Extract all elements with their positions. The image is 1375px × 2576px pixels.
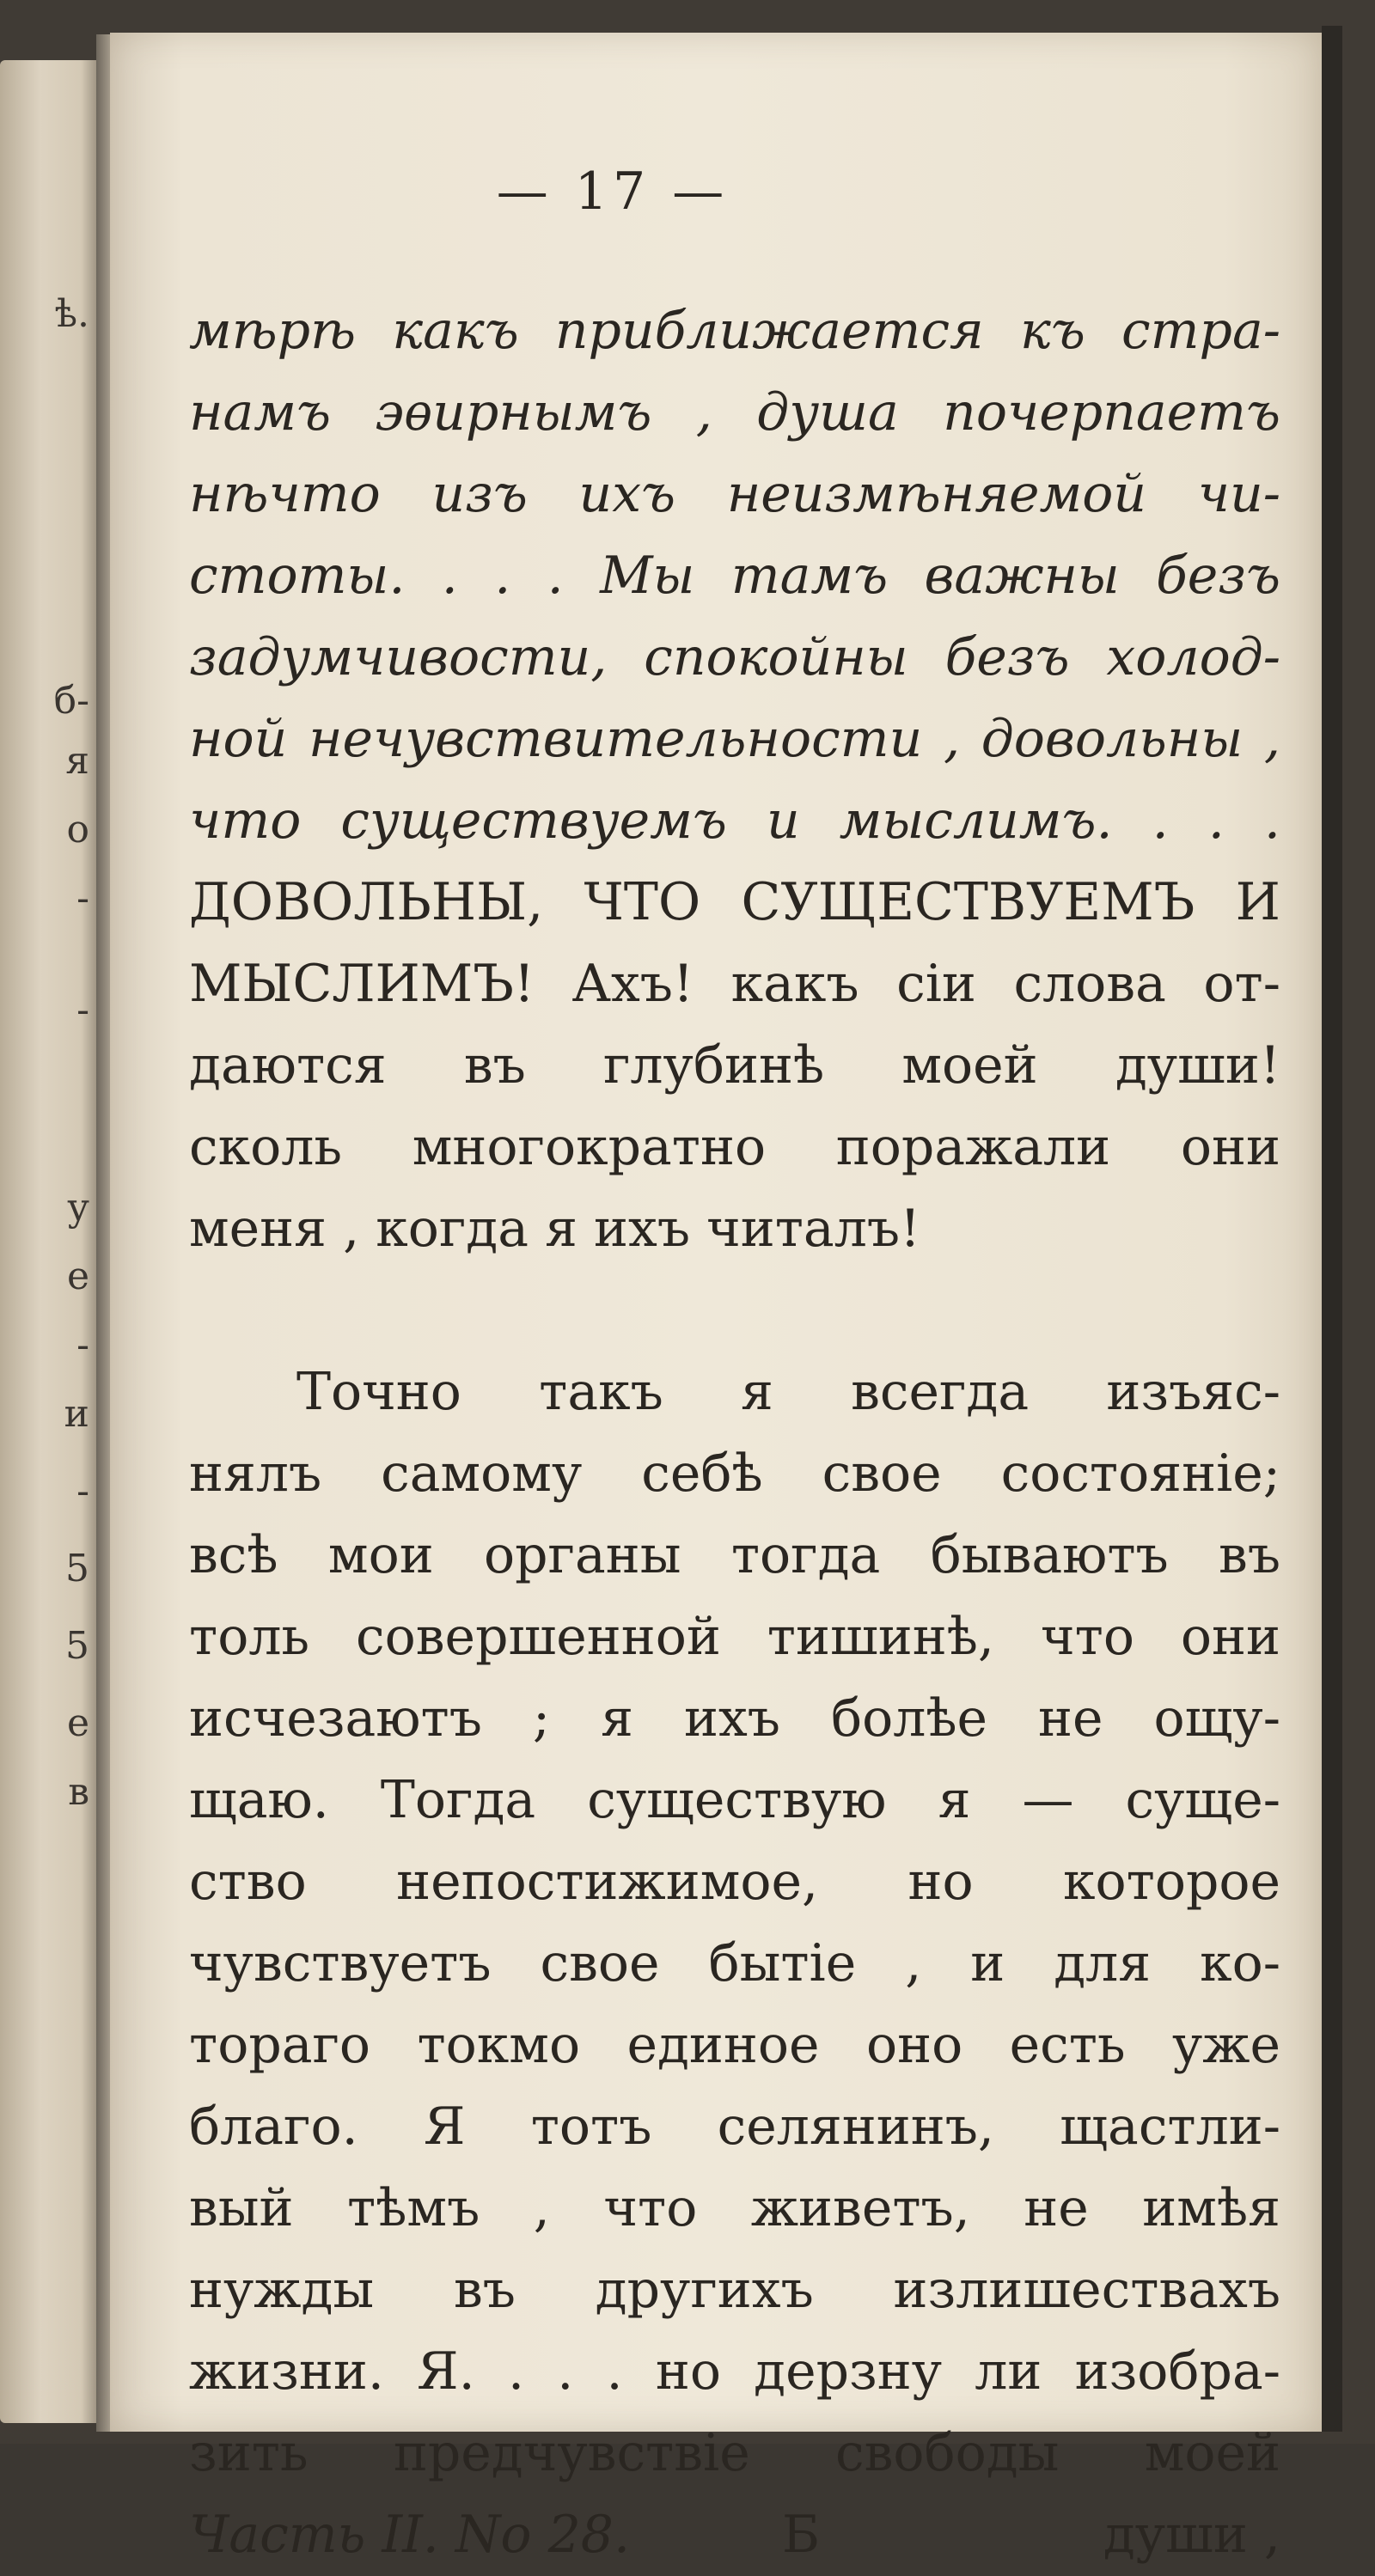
text-line: нѣчто изъ ихъ неизмѣняемой чи- xyxy=(189,464,1280,524)
text-line: вый тѣмъ , что живетъ, не имѣя xyxy=(189,2178,1280,2238)
facing-fragment: я xyxy=(65,739,89,783)
text-line: ной нечувствительности , довольны , xyxy=(189,709,1280,769)
book-page xyxy=(110,33,1322,2565)
facing-fragment: - xyxy=(76,1323,89,1367)
page-edge xyxy=(1322,26,1342,2432)
text-line: нялъ самому себѣ свое состояніе; xyxy=(189,1444,1280,1504)
text-line: щаю. Тогда существую я — суще- xyxy=(189,1770,1280,1830)
text-line: ДОВОЛЬНЫ, ЧТО СУЩЕСТВУЕМЪ И xyxy=(189,872,1280,932)
text-line: стоты. . . . Мы тамъ важны безъ xyxy=(189,546,1280,606)
text-line: сколь многократно поражали они xyxy=(189,1117,1280,1177)
text-line: задумчивости, спокойны безъ холод- xyxy=(189,627,1280,687)
facing-fragment: е xyxy=(66,1254,89,1298)
facing-fragment: - xyxy=(76,1469,89,1513)
text-line: нужды въ другихъ излишествахъ xyxy=(189,2260,1280,2320)
text-line: даются въ глубинѣ моей души! xyxy=(189,1035,1280,1096)
facing-fragment: е xyxy=(66,1701,89,1745)
facing-fragment: - xyxy=(76,876,89,920)
text-line: тораго токмо единое оно есть уже xyxy=(189,2015,1280,2075)
text-line: благо. Я тотъ селянинъ, щастли- xyxy=(189,2097,1280,2157)
text-line: зить предчувствіе свободы моей xyxy=(189,2423,1280,2483)
facing-page-fragments xyxy=(0,60,101,2423)
page-number: — 17 — xyxy=(496,162,730,222)
text-line: ство непостижимое, но которое xyxy=(189,1852,1280,1912)
page-text-block xyxy=(189,290,1280,2576)
facing-fragment: 5 xyxy=(65,1624,89,1668)
page-footer xyxy=(189,2494,1280,2576)
sheet-mark: Б xyxy=(782,2505,821,2565)
facing-fragment: 5 xyxy=(65,1547,89,1590)
facing-fragment: у xyxy=(67,1186,89,1230)
facing-fragment: ѣ. xyxy=(54,292,89,336)
facing-page-strip xyxy=(0,60,101,2423)
text-line: Точно такъ я всегда изъяс- xyxy=(296,1362,1280,1422)
text-line: чувствуетъ свое бытіе , и для ко- xyxy=(189,1933,1280,1993)
text-line: толь совершенной тишинѣ, что они xyxy=(189,1607,1280,1667)
facing-fragment: о xyxy=(66,808,89,852)
facing-fragment: в xyxy=(68,1770,89,1814)
catchword: души , xyxy=(1103,2505,1280,2565)
facing-fragment: б- xyxy=(53,679,89,723)
signature-mark: Часть II. No 28. xyxy=(189,2505,631,2565)
text-line: намъ эѳирнымъ , душа почерпаетъ xyxy=(189,382,1280,443)
text-line: мѣрѣ какъ приближается къ стра- xyxy=(189,301,1280,361)
text-line: жизни. Я. . . . но дерзну ли изобра- xyxy=(189,2341,1280,2402)
text-line: меня , когда я ихъ читалъ! xyxy=(189,1199,921,1259)
text-line: МЫСЛИМЪ! Ахъ! какъ сіи слова от- xyxy=(189,954,1280,1014)
text-line: исчезаютъ ; я ихъ болѣе не ощу- xyxy=(189,1688,1280,1749)
text-line: всѣ мои органы тогда бываютъ въ xyxy=(189,1525,1280,1585)
paragraph-break xyxy=(189,1270,1280,1352)
facing-fragment: и xyxy=(64,1392,89,1436)
facing-fragment: - xyxy=(76,988,89,1032)
text-line: что существуемъ и мыслимъ. . . . xyxy=(189,791,1280,851)
